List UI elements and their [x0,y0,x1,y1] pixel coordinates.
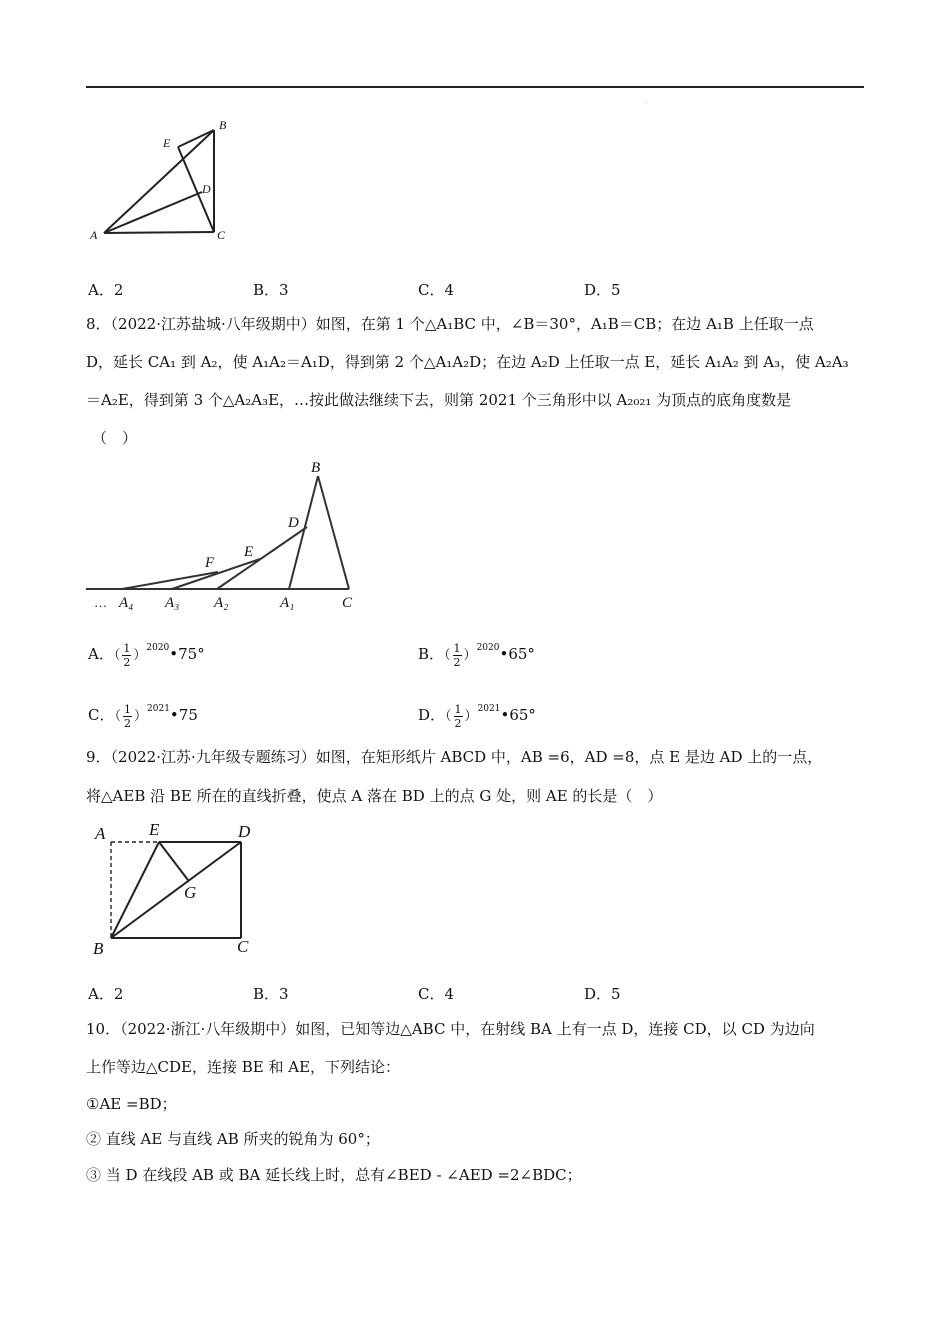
fig1-label-e: E [163,136,171,150]
fig8-label-a2: A₂ [214,595,229,611]
q8-line-2: D，延长 CA₁ 到 A₂，使 A₁A₂＝A₁D，得到第 2 个△A₁A₂D；在边 A₂D 上任取一点 E，延长 A₁A₂ 到 A₃，使 A₂A₃ [86,353,849,371]
q9-line-2: 将△AEB 沿 BE 所在的直线折叠，使点 A 落在 BD 上的点 G 处，则 AE 的长是（ ） [86,787,663,805]
fig8-label-e: E [244,544,254,560]
fig9-label-g: G [184,883,197,902]
fig9-label-b: B [93,939,104,958]
fig8-label-a3: A₃ [165,595,180,611]
fig8-label-a4: A₄ [119,595,134,611]
fig1-label-c: C [217,228,226,242]
fig8-label-f: F [205,555,215,571]
q7-option-c: C．4 [418,281,455,299]
fig1-label-b: B [219,118,227,132]
q8-line-4: （ ） [92,429,138,447]
q7-option-d: D．5 [584,281,621,299]
q8-option-d: D．（ $\frac{1}{2}$ ）$^{2021}$•65° [418,702,536,730]
fig8-label-dots: … [95,595,107,610]
q9-option-a: A．2 [88,985,124,1003]
q8-option-c: C．（ $\frac{1}{2}$ ）$^{2021}$•75 [88,702,198,730]
q10-line-2: 上作等边△CDE，连接 BE 和 AE，下列结论： [86,1058,401,1076]
fig9-label-e: E [149,820,160,839]
fig8-label-c: C [342,595,353,611]
fig1-label-a: A [90,228,98,242]
header-dot: . [645,98,647,105]
q9-option-b: B．3 [253,985,289,1003]
q8-option-a: A．（ $\frac{1}{2}$ ）$^{2020}$•75° [88,641,205,669]
fig9-label-c: C [237,937,249,956]
fig9-label-d: D [238,822,251,841]
figure-q9 [86,815,266,965]
q10-item-1: ①AE =BD； [86,1095,177,1113]
q9-option-c: C．4 [418,985,455,1003]
q9-line-1: 9．（2022·江苏·九年级专题练习）如图，在矩形纸片 ABCD 中，AB =6，AD =8，点 E 是边 AD 上的一点， [86,748,823,766]
fig8-label-a1: A₁ [280,595,295,611]
fig9-label-a: A [95,824,106,843]
q8-line-3: ＝A₂E，得到第 3 个△A₂A₃E，…按此做法继续下去，则第 2021 个三角形中以 A₂₀₂₁ 为顶点的底角度数是 [86,391,792,409]
fig8-label-b: B [311,460,321,476]
fig8-label-d: D [288,515,299,531]
q9-option-d: D．5 [584,985,621,1003]
figure-q8 [86,455,376,615]
figure-q7 [86,112,246,247]
q10-item-3: ③ 当 D 在线段 AB 或 BA 延长线上时，总有∠BED - ∠AED =2∠BDC； [86,1166,582,1184]
header-rule [86,86,864,88]
q8-option-b: B．（ $\frac{1}{2}$ ）$^{2020}$•65° [418,641,535,669]
fig1-label-d: D [202,182,211,196]
q7-option-a: A．2 [88,281,124,299]
q7-option-b: B．3 [253,281,289,299]
q8-line-1: 8．（2022·江苏盐城·八年级期中）如图，在第 1 个△A₁BC 中，∠B＝30°，A₁B＝CB；在边 A₁B 上任取一点 [86,315,814,333]
q10-item-2: ② 直线 AE 与直线 AB 所夹的锐角为 60°； [86,1130,380,1148]
q10-line-1: 10．（2022·浙江·八年级期中）如图，已知等边△ABC 中，在射线 BA 上有一点 D，连接 CD，以 CD 为边向 [86,1020,815,1038]
